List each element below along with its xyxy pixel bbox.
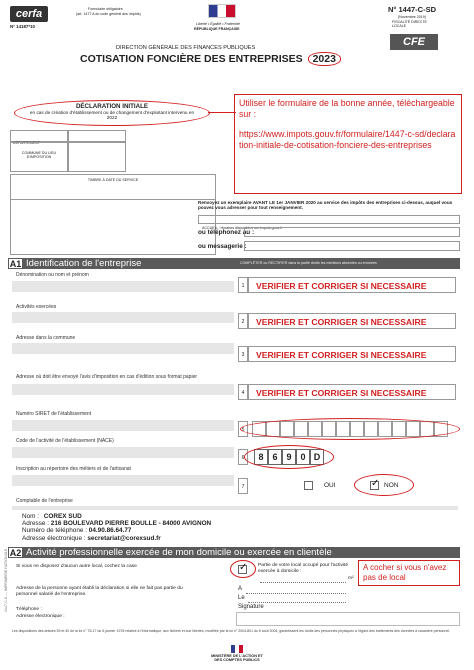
a2-signature-field[interactable]	[236, 612, 460, 626]
a2-tel: Téléphone :	[16, 607, 42, 612]
accueil-box	[198, 215, 460, 230]
title-year: 2023	[308, 52, 341, 66]
nace-digit: 0	[296, 449, 310, 465]
timbre-space	[10, 200, 216, 255]
accueil-label: ACCUEIL : Horaires disponibles sur impots.gouv.fr	[202, 226, 283, 230]
row2-num: 2	[238, 313, 248, 329]
row1-field	[12, 281, 234, 292]
title-text: COTISATION FONCIÈRE DES ENTREPRISES	[80, 53, 303, 65]
section-a2-header	[8, 547, 460, 558]
row2-label: Activités exercées	[16, 304, 57, 310]
tel-label: Numéro de téléphone :	[22, 527, 88, 535]
marianne-small-icon	[231, 645, 243, 653]
form-code: N° 1447-C-SD	[388, 5, 437, 14]
mail-value: secretariat@corexsud.fr	[87, 534, 161, 542]
row2-value: VERIFIER ET CORRIGER SI NECESSAIRE	[256, 317, 427, 327]
messagerie-label: ou messagerie :	[198, 243, 247, 250]
company-tel-row	[22, 527, 211, 534]
timbre-label: TIMBRE À DATE DU SERVICE	[87, 178, 139, 182]
marianne-logo	[202, 4, 242, 20]
cerfa-logo-text: cerfa	[15, 8, 43, 20]
a2-a-label: A	[238, 586, 243, 592]
ministere-logo	[207, 645, 267, 663]
section-a1-header	[8, 258, 460, 269]
callout-url: https://www.impots.gouv.fr/formulaire/1447-c-sd/declaration-initiale-de-cotisation-fonciere-des-entreprises	[239, 129, 456, 150]
departement-value[interactable]	[68, 130, 126, 142]
declaration-title: DÉCLARATION INITIALE	[75, 103, 149, 110]
row3-field	[12, 343, 234, 354]
row6-label: Code de l'activité de l'établissement (NACE)	[16, 438, 114, 444]
adresse-label: Adresse :	[22, 520, 49, 528]
section-a2-title: Activité professionnelle exercée de mon domicile ou exercée en clientèle	[26, 547, 332, 558]
nace-highlight	[244, 445, 334, 469]
row3-value: VERIFIER ET CORRIGER SI NECESSAIRE	[256, 350, 427, 360]
row5-label: Numéro SIRET de l'établissement	[16, 411, 92, 417]
nace-digit: D	[310, 449, 324, 465]
non-label: NON	[384, 482, 399, 489]
departement-label: DÉPARTEMENT	[13, 141, 40, 145]
a2-q2: Adresse de la personne ayant établi la déclaration si elle ne fait pas partie du personnel salarié de l'entreprise.	[16, 586, 183, 597]
declaration-box	[14, 100, 210, 126]
callout-line1: Utiliser le formulaire de la bonne année, téléchargeable sur :	[239, 98, 455, 119]
mail-label: Adresse électronique :	[22, 534, 86, 542]
renvoi-text: Renvoyez un exemplaire AVANT LE 1er JANVIER 2020 au service des impôts des entreprises ci-dessus, auquel vous pouvez vous adresser pour tout renseignement.	[198, 200, 453, 211]
cerfa-number: N° 14187*10	[10, 24, 35, 29]
a2-check-mark: ✓	[239, 562, 248, 573]
side-text: 1447-C-K — IMPRIMERIE NATIONALE	[4, 548, 8, 612]
row5-num: 5	[238, 421, 248, 437]
timbre-cell	[10, 174, 216, 200]
nace-digit: 6	[268, 449, 282, 465]
a2-q1-right: Partie de votre local occupé pour l'activité exercée à domicile :	[258, 563, 349, 574]
row1-value: VERIFIER ET CORRIGER SI NECESSAIRE	[256, 281, 427, 291]
a2-mail: Adresse électronique :	[16, 614, 65, 619]
row5-field	[12, 420, 234, 431]
row7-field	[12, 475, 234, 486]
a2-q1: Si vous ne disposez d'aucun autre local, cochez la case	[16, 564, 137, 569]
cerfa-logo	[10, 6, 48, 22]
local-callout-text: A cocher si vous n'avez pas de local	[363, 563, 447, 582]
row3-label: Adresse dans la commune	[16, 335, 76, 341]
page-title	[80, 52, 341, 66]
a2-date-field[interactable]	[248, 595, 346, 603]
adresse-value: 216 BOULEVARD PIERRE BOULLE - 84000 AVIGNON	[50, 520, 212, 528]
form-date: (Novembre 2019)	[398, 15, 426, 19]
a2-place-field[interactable]	[246, 586, 346, 594]
row3-num: 3	[238, 346, 248, 362]
local-callout	[358, 560, 460, 586]
telephone-field[interactable]	[244, 227, 460, 237]
commune-label: COMMUNE DU LIEU D'IMPOSITION	[21, 151, 57, 160]
row2-field	[12, 312, 234, 323]
row1-label: Dénomination ou nom et prénom	[16, 272, 89, 278]
section-a2-num: A2	[9, 548, 22, 558]
cfe-badge	[390, 34, 438, 50]
non-check-mark: ✓	[371, 478, 380, 489]
row7-num: 7	[238, 478, 248, 494]
company-mail-row	[22, 535, 211, 542]
commune-value[interactable]	[68, 142, 126, 172]
commune-cell	[10, 142, 68, 172]
nace-digit: 9	[282, 449, 296, 465]
row4-label: Adresse où doit être envoyé l'avis d'imposition en cas d'édition sous format papier	[16, 374, 198, 380]
row7-label: Inscription au répertoire des métiers et de l'artisanat	[16, 466, 131, 472]
row4-field	[12, 384, 234, 395]
telephone-label: ou téléphonez au :	[198, 229, 255, 236]
nom-value: COREX SUD	[43, 513, 82, 520]
republique: RÉPUBLIQUE FRANÇAISE	[194, 27, 240, 31]
row4-value: VERIFIER ET CORRIGER SI NECESSAIRE	[256, 388, 427, 398]
row6-field	[12, 447, 234, 458]
company-nom-row	[22, 513, 211, 520]
row4-num: 4	[238, 384, 248, 400]
ministere-text: MINISTÈRE DE L'ACTION ET DES COMPTES PUBLICS	[211, 654, 263, 663]
a2-le-label: Le	[238, 595, 245, 601]
tel-value: 04.90.86.64.77	[88, 527, 132, 535]
section-a1-title: Identification de l'entreprise	[26, 258, 142, 269]
a2-surface-field[interactable]	[260, 575, 346, 583]
fiscalite: FISCALITÉ DIRECTE LOCALE	[392, 20, 427, 29]
oui-checkbox[interactable]	[304, 481, 313, 490]
legal-text: Les dispositions des articles 39 et 40 de la loi n° 78-17 du 6 janvier 1978 relative à l'informatique, aux fichiers et aux libertés, modifiée par la loi n° 2004-801 du 6 août 2004, garantissent les droits des personnes physiques à l'égard des traitements des données à caractère personnel.	[12, 629, 451, 633]
republique-motto: Liberté • Égalité • Fraternité	[196, 22, 240, 26]
oui-label: OUI	[324, 482, 336, 489]
cfe-badge-text: CFE	[403, 36, 425, 48]
nace-digit: 8	[254, 449, 268, 465]
siret-highlight	[240, 418, 460, 440]
declaration-subtitle: en cas de création d'établissement ou de changement d'exploitant intervenu en 2022	[29, 110, 195, 121]
flag-stripes-icon	[208, 4, 236, 18]
direction: DIRECTION GÉNÉRALE DES FINANCES PUBLIQUES	[116, 45, 256, 51]
form-type: Formulaire obligatoire	[88, 7, 123, 11]
departement-cell	[10, 130, 68, 145]
callout-connector	[208, 112, 236, 113]
company-block	[22, 513, 211, 542]
download-callout	[234, 94, 462, 194]
company-adresse-row	[22, 520, 211, 527]
comptable-field	[12, 506, 458, 510]
section-a1-note: COMPLÉTER ou RECTIFIER dans la partie droite les mentions absentes ou erronées	[240, 261, 377, 265]
messagerie-field[interactable]	[244, 241, 460, 251]
a2-signature-label: Signature	[238, 604, 264, 610]
row1-num: 1	[238, 277, 248, 293]
a2-surface-unit: m²	[348, 576, 354, 581]
non-highlight	[354, 474, 414, 496]
nom-label: Nom :	[22, 513, 40, 520]
a2-checkbox-highlight	[230, 560, 256, 578]
form-ref: (art. 1477 A du code général des impôts)	[76, 12, 141, 16]
comptable-label: Comptable de l'entreprise	[16, 498, 73, 504]
section-a1-num: A1	[9, 259, 22, 269]
row6-num: 6	[238, 449, 248, 465]
